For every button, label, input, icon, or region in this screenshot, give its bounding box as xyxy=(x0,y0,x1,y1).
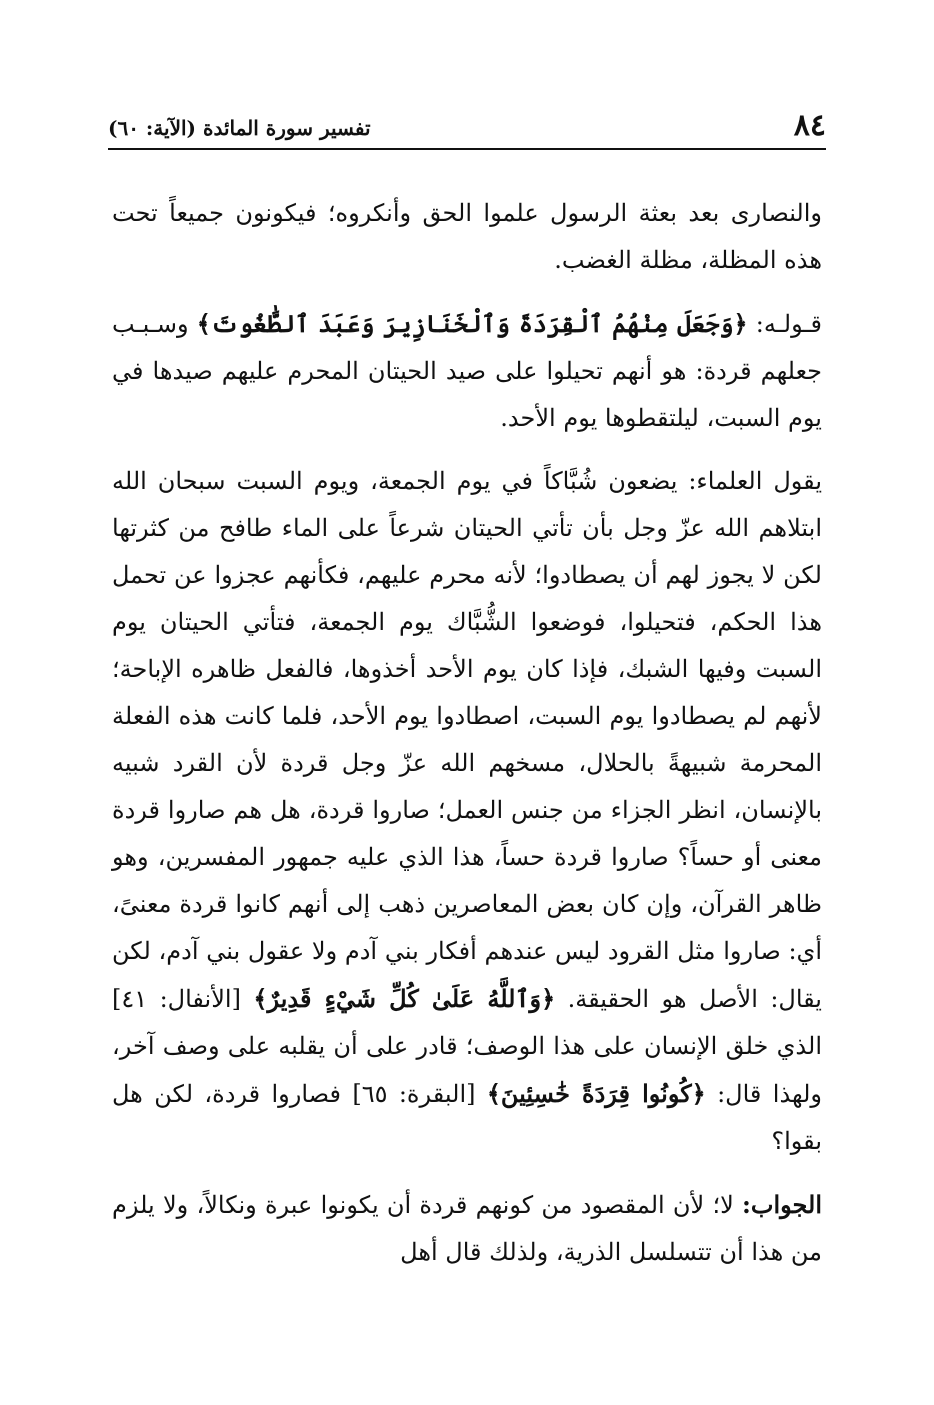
paragraph-text: [الأنفال: ٤١] الذي خلق الإنسان على هذا الوصف؛ قادر على أن يقلبه على وصف آخر، ولهذا قال: xyxy=(112,985,822,1108)
paragraph-2 xyxy=(112,300,822,442)
page-header xyxy=(108,108,826,148)
paragraph-text: يقول العلماء: يضعون شُبَّاكاً في يوم الجمعة، ويوم السبت سبحان الله ابتلاهم الله عزّ وجل بأن تأتي الحيتان شرعاً على الماء طافح من كثرتها لكن لا يجوز لهم أن يصطادوا؛ لأنه محرم عليهم، فكأنهم عجزوا عن تحمل هذا الحكم، فتحيلوا، فوضعوا الشُّبَّاك يوم الجمعة، فتأتي الحيتان يوم السبت وفيها الشبك، فإذا كان يوم الأحد أخذوها، فالفعل ظاهره الإباحة؛ لأنهم لم يصطادوا يوم السبت، اصطادوا يوم الأحد، فلما كانت هذه الفعلة المحرمة شبيهةً بالحلال، مسخهم الله عزّ وجل قردة لأن القرد شبيه بالإنسان، انظر الجزاء من جنس العمل؛ صاروا قردة، هل هم صاروا قردة معنى أو حساً؟ صاروا قردة حساً، هذا الذي عليه جمهور المفسرين، وهو ظاهر القرآن، وإن كان بعض المعاصرين ذهب إلى أنهم كانوا قردة معنىً، أي: صاروا مثل القرود ليس عندهم أفكار بني آدم ولا عقول بني آدم، لكن يقال: الأصل هو الحقيقة. xyxy=(112,467,823,1013)
paragraph-lead: قـولـه: xyxy=(747,310,822,338)
paragraph-text: [البقرة: ٦٥] فصاروا قردة، لكن هل بقوا؟ xyxy=(112,1080,822,1155)
running-title: تفسير سورة المائدة (الآية: ٦٠) xyxy=(108,116,371,140)
paragraph-text: والنصارى بعد بعثة الرسول علموا الحق وأنكروه؛ فيكونون جميعاً تحت هذه المظلة، مظلة الغضب. xyxy=(112,199,823,274)
paragraph-4 xyxy=(112,1181,822,1276)
paragraph-text: وسـبـب جعلهم قردة: هو أنهم تحيلوا على صيد الحيتان المحرم عليهم صيدها في يوم السبت، ليلتقطوها يوم الأحد. xyxy=(112,310,822,432)
page-number: ٨٤ xyxy=(793,108,826,143)
paragraph-3 xyxy=(112,458,822,1165)
page-body xyxy=(112,190,822,1292)
answer-label: الجواب: xyxy=(742,1190,822,1219)
quran-verse: ﴿كُونُوا قِرَدَةً خَٰسِئِينَ﴾ xyxy=(486,1079,706,1108)
paragraph-1 xyxy=(112,190,822,284)
quran-verse: ﴿وَٱللَّهُ عَلَىٰ كُلِّ شَيْءٍ قَدِيرٌ﴾ xyxy=(253,984,556,1013)
paragraph-text: لا؛ لأن المقصود من كونهم قردة أن يكونوا عبرة ونكالاً، ولا يلزم من هذا أن تتسلسل الذرية، ولذلك قال أهل xyxy=(112,1191,822,1266)
quran-verse: ﴿وَجَعَلَ مِنْهُمُ ٱلْقِرَدَةَ وَٱلْخَنَازِيرَ وَعَبَدَ ٱلطَّٰغُوتَ﴾ xyxy=(196,309,748,338)
header-rule xyxy=(108,148,826,150)
